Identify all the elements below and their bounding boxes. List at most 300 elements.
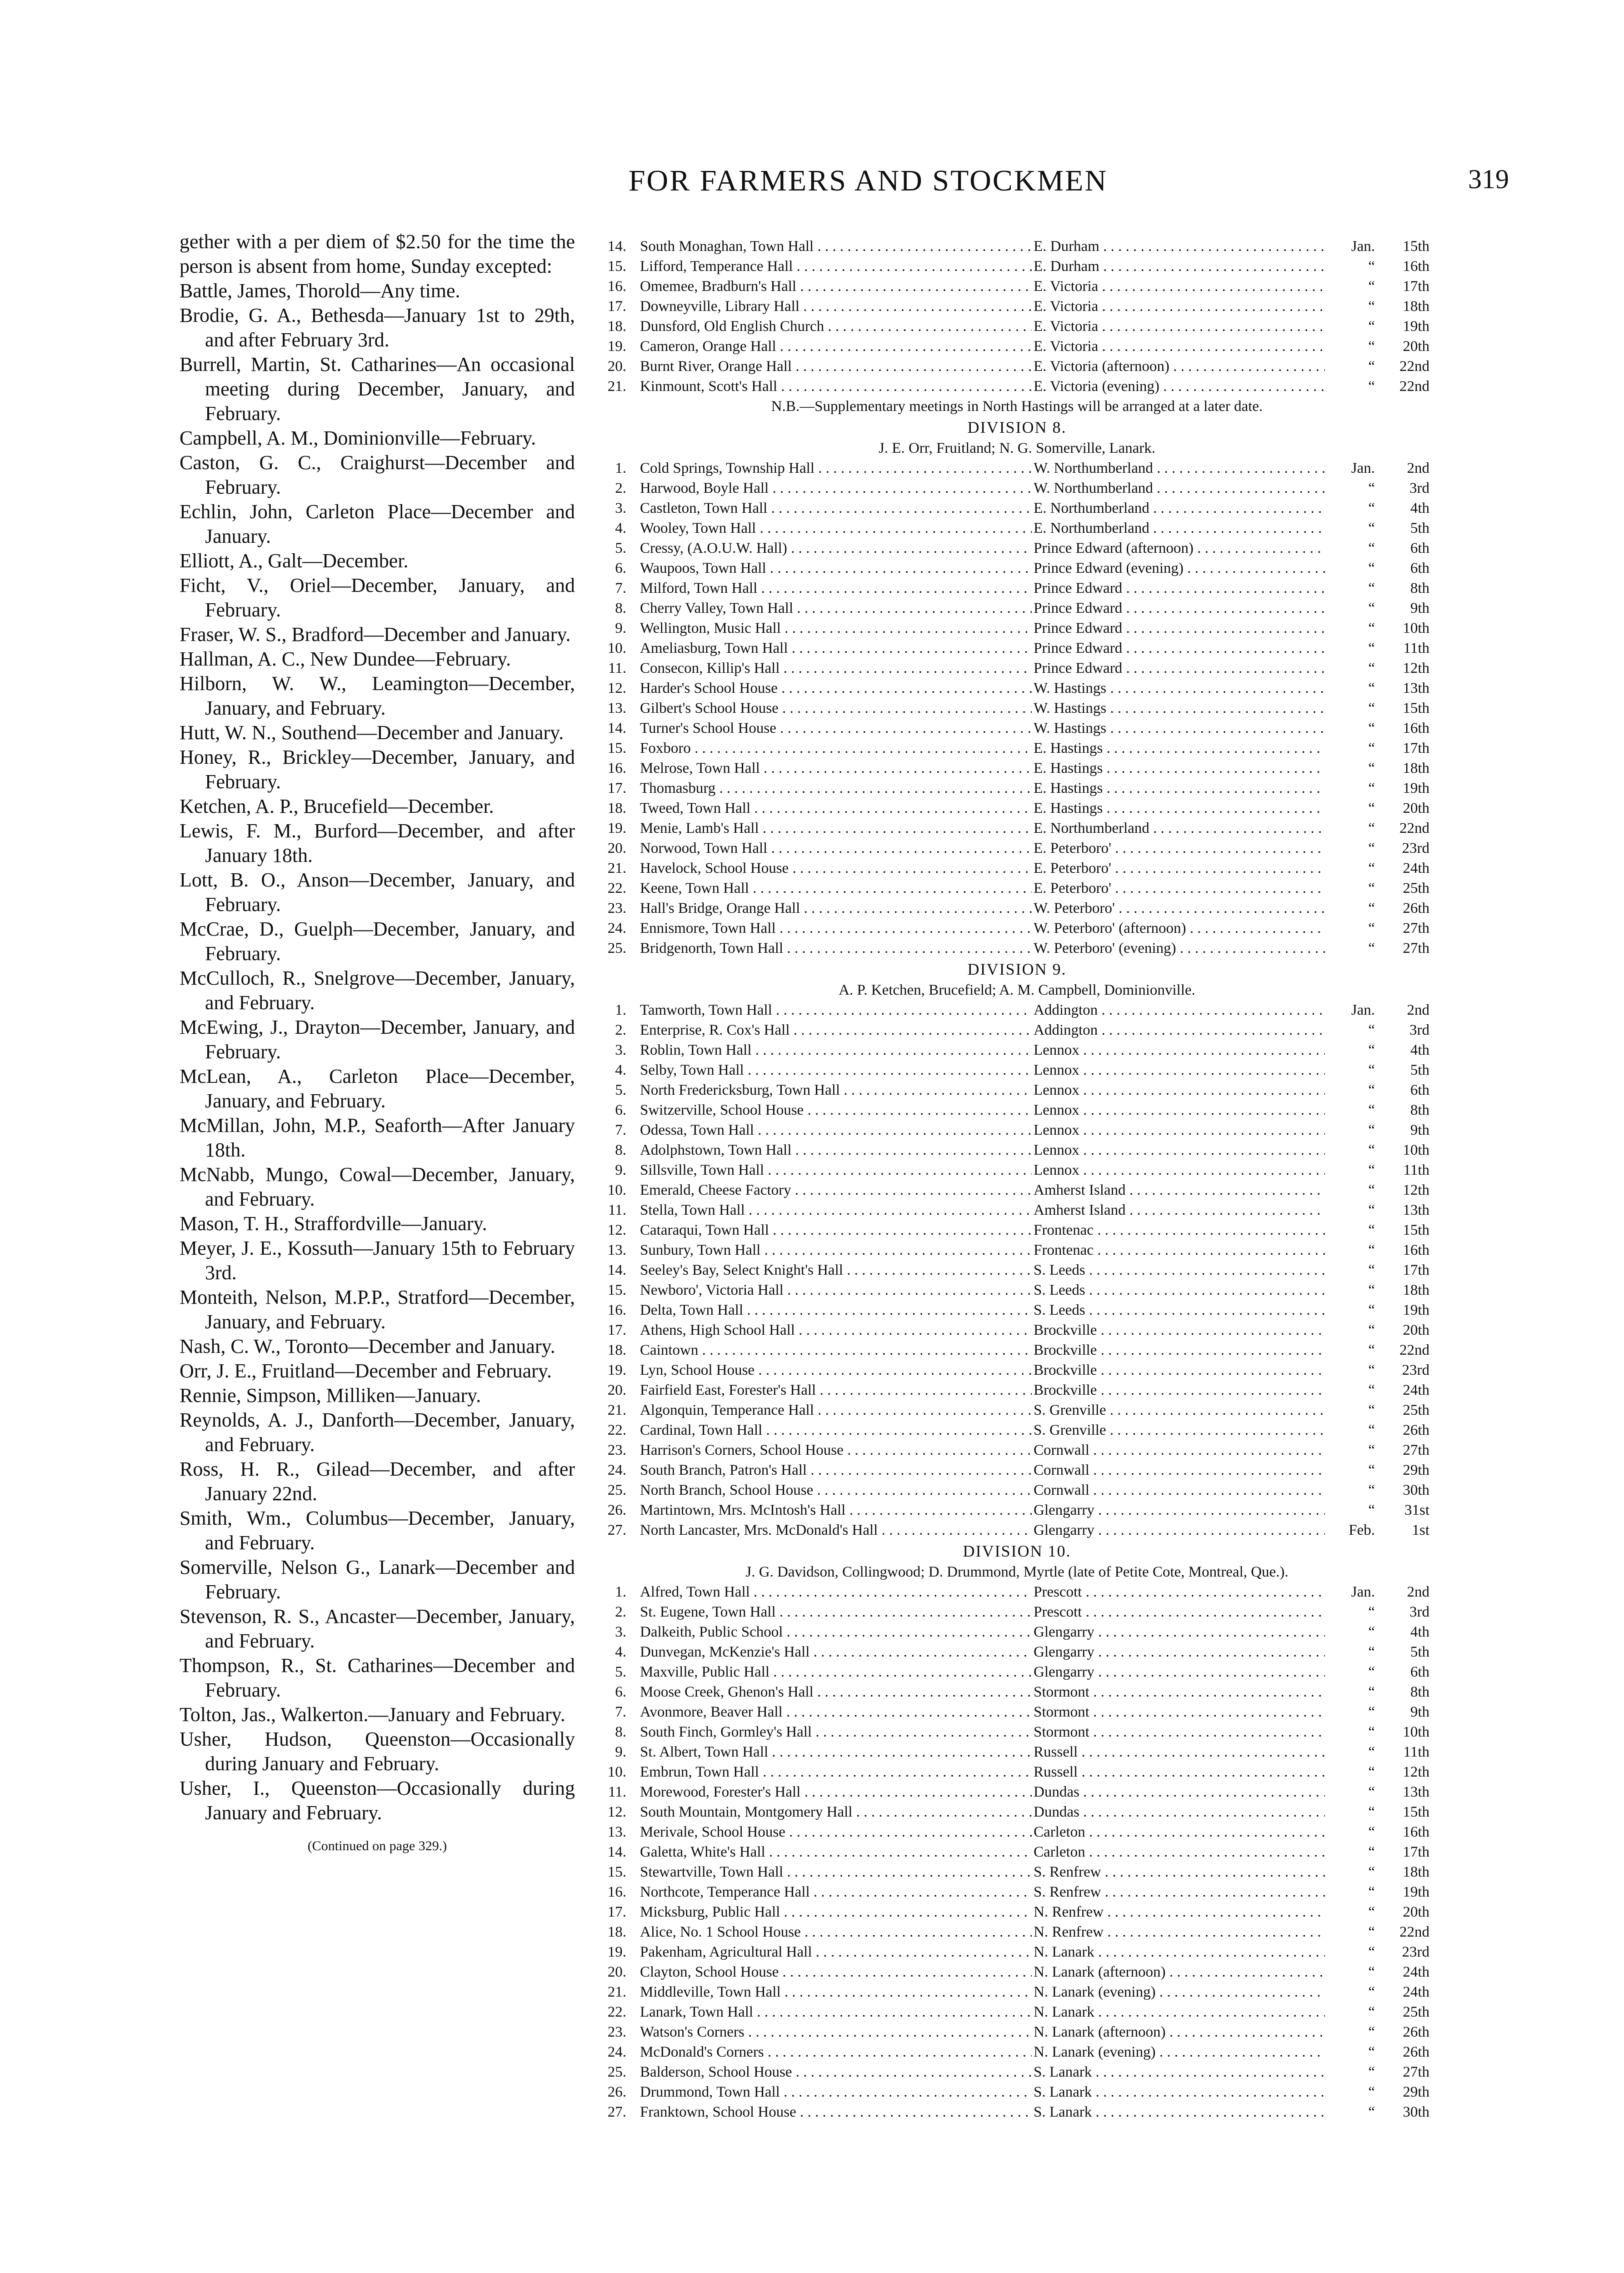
meeting-place: Stella, Town Hall . . . <box>640 1200 1181 1220</box>
meeting-place: St. Albert, Town Hall . . . <box>640 1742 1181 1762</box>
schedule-row <box>605 296 1429 316</box>
row-number: 10. <box>607 1182 626 1198</box>
schedule-row <box>605 1500 1429 1520</box>
schedule-row <box>605 376 1429 396</box>
meeting-month: Jan. <box>1325 1000 1375 1020</box>
riding-name: Brockville . . . <box>1032 1320 1327 1340</box>
meeting-place: Consecon, Killip's Hall . . . <box>640 658 1181 678</box>
schedule-row <box>605 478 1429 498</box>
speaker-entry: Usher, I., Queenston—Occasionally during January and February. <box>180 1777 575 1824</box>
supplementary-note: N.B.—Supplementary meetings in North Hastings will be arranged at a later date. <box>771 398 1263 415</box>
meeting-day: 22nd <box>1379 818 1429 838</box>
speaker-entry: Honey, R., Brickley—December, January, and February. <box>180 746 575 793</box>
riding-name: S. Renfrew . . . <box>1032 1882 1327 1902</box>
meeting-day: 4th <box>1379 498 1429 518</box>
riding-name: Stormont . . . <box>1032 1702 1327 1722</box>
riding-name: Brockville . . . <box>1032 1340 1327 1360</box>
meeting-day: 2nd <box>1379 458 1429 478</box>
schedule-row <box>605 316 1429 336</box>
meeting-day: 12th <box>1379 658 1429 678</box>
schedule-row <box>605 938 1429 958</box>
speaker-entry: Fraser, W. S., Bradford—December and January. <box>180 623 571 646</box>
meeting-day: 16th <box>1379 718 1429 738</box>
meeting-place: North Lancaster, Mrs. McDonald's Hall . . . <box>640 1520 1181 1540</box>
row-number: 20. <box>607 1964 626 1980</box>
meeting-month: “ <box>1325 638 1375 658</box>
meeting-day: 25th <box>1379 1400 1429 1420</box>
meeting-month: “ <box>1325 1682 1375 1702</box>
meeting-place: Adolphstown, Town Hall . . . <box>640 1140 1181 1160</box>
schedule-row <box>605 678 1429 698</box>
meeting-place: Caintown . . . <box>640 1340 1181 1360</box>
meeting-place: Fairfield East, Forester's Hall . . . <box>640 1380 1181 1400</box>
meeting-place: Athens, High School Hall . . . <box>640 1320 1181 1340</box>
meeting-place: Ennismore, Town Hall . . . <box>640 918 1181 938</box>
schedule-row <box>605 498 1429 518</box>
row-number: 10. <box>607 1764 626 1780</box>
row-number: 1. <box>615 1584 626 1600</box>
meeting-day: 5th <box>1379 518 1429 538</box>
schedule-row <box>605 798 1429 818</box>
schedule-row <box>605 2062 1429 2082</box>
row-number: 19. <box>607 338 626 355</box>
speaker-entry: Hutt, W. N., Southend—December and January. <box>180 721 564 744</box>
meeting-place: Cherry Valley, Town Hall . . . <box>640 598 1181 618</box>
riding-name: S. Grenville . . . <box>1032 1420 1327 1440</box>
meeting-day: 20th <box>1379 798 1429 818</box>
meeting-day: 13th <box>1379 678 1429 698</box>
schedule-row <box>605 758 1429 778</box>
running-head: FOR FARMERS AND STOCKMEN <box>628 164 1108 197</box>
speaker-entry: Somerville, Nelson G., Lanark—December and February. <box>180 1556 575 1603</box>
speaker-entry: Tolton, Jas., Walkerton.—January and February. <box>180 1703 565 1726</box>
row-number: 14. <box>607 238 626 255</box>
schedule-row <box>605 1762 1429 1782</box>
row-number: 27. <box>607 2104 626 2120</box>
row-number: 25. <box>607 2064 626 2080</box>
speaker-entry: McLean, A., Carleton Place—December, January, and February. <box>180 1065 575 1112</box>
meeting-place: Menie, Lamb's Hall . . . <box>640 818 1181 838</box>
row-number: 15. <box>607 1282 626 1298</box>
riding-name: Glengarry . . . <box>1032 1662 1327 1682</box>
meeting-month: “ <box>1325 1862 1375 1882</box>
meeting-month: “ <box>1325 878 1375 898</box>
meeting-month: Jan. <box>1325 458 1375 478</box>
speaker-entry: Battle, James, Thorold—Any time. <box>180 280 460 302</box>
meeting-month: “ <box>1325 1842 1375 1862</box>
meeting-day: 22nd <box>1379 1922 1429 1942</box>
meeting-day: 9th <box>1379 1702 1429 1722</box>
division-8-schedule <box>605 458 1429 958</box>
meeting-day: 19th <box>1379 778 1429 798</box>
meeting-day: 4th <box>1379 1622 1429 1642</box>
meeting-place: Keene, Town Hall . . . <box>640 878 1181 898</box>
meeting-day: 11th <box>1379 638 1429 658</box>
meeting-day: 24th <box>1379 1380 1429 1400</box>
schedule-row <box>605 1060 1429 1080</box>
division-9-heading: DIVISION 9. <box>967 960 1067 978</box>
meeting-day: 30th <box>1379 1480 1429 1500</box>
row-number: 3. <box>615 1042 626 1058</box>
schedule-row <box>605 1020 1429 1040</box>
schedule-row <box>605 598 1429 618</box>
meeting-month: “ <box>1325 316 1375 336</box>
row-number: 18. <box>607 1342 626 1358</box>
meeting-month: “ <box>1325 898 1375 918</box>
meeting-day: 12th <box>1379 1762 1429 1782</box>
meeting-day: 25th <box>1379 2002 1429 2022</box>
meeting-month: “ <box>1325 1762 1375 1782</box>
row-number: 15. <box>607 258 626 275</box>
meeting-day: 31st <box>1379 1500 1429 1520</box>
schedule-row <box>605 1200 1429 1220</box>
meeting-day: 13th <box>1379 1200 1429 1220</box>
row-number: 23. <box>607 900 626 916</box>
speaker-entry: Elliott, A., Galt—December. <box>180 550 409 572</box>
row-number: 13. <box>607 1242 626 1258</box>
meeting-place: Tamworth, Town Hall . . . <box>640 1000 1181 1020</box>
riding-name: Glengarry . . . <box>1032 1622 1327 1642</box>
riding-name: S. Leeds . . . <box>1032 1300 1327 1320</box>
meeting-month: “ <box>1325 1942 1375 1962</box>
riding-name: E. Hastings . . . <box>1032 798 1327 818</box>
schedule-row <box>605 1480 1429 1500</box>
row-number: 5. <box>615 1664 626 1680</box>
row-number: 1. <box>615 1002 626 1018</box>
meeting-place: Watson's Corners . . . <box>640 2022 1181 2042</box>
speaker-entry: Lott, B. O., Anson—December, January, and February. <box>180 869 575 916</box>
row-number: 17. <box>607 1904 626 1920</box>
meeting-day: 1st <box>1379 1520 1429 1540</box>
meeting-month: “ <box>1325 336 1375 356</box>
meeting-month: “ <box>1325 778 1375 798</box>
meeting-day: 15th <box>1379 1220 1429 1240</box>
meeting-place: Morewood, Forester's Hall . . . <box>640 1782 1181 1802</box>
row-number: 20. <box>607 840 626 856</box>
meeting-month: “ <box>1325 938 1375 958</box>
meeting-month: “ <box>1325 518 1375 538</box>
meeting-month: “ <box>1325 2022 1375 2042</box>
riding-name: Carleton . . . <box>1032 1842 1327 1862</box>
meeting-day: 24th <box>1379 1962 1429 1982</box>
division-10-schedule <box>605 1582 1429 2122</box>
riding-name: Addington . . . <box>1032 1020 1327 1040</box>
meeting-day: 8th <box>1379 1100 1429 1120</box>
row-number: 15. <box>607 740 626 756</box>
schedule-row <box>605 1882 1429 1902</box>
meeting-place: Stewartville, Town Hall . . . <box>640 1862 1181 1882</box>
row-number: 12. <box>607 680 626 696</box>
riding-name: Glengarry . . . <box>1032 1520 1327 1540</box>
speaker-entry: Monteith, Nelson, M.P.P., Stratford—December, January, and February. <box>180 1286 575 1333</box>
schedule-row <box>605 1320 1429 1340</box>
riding-name: E. Hastings . . . <box>1032 778 1327 798</box>
row-number: 25. <box>607 940 626 956</box>
riding-name: Amherst Island . . . <box>1032 1200 1327 1220</box>
meeting-place: Wooley, Town Hall . . . <box>640 518 1181 538</box>
riding-name: Amherst Island . . . <box>1032 1180 1327 1200</box>
schedule-row <box>605 1782 1429 1802</box>
schedule-column <box>605 236 1429 2122</box>
meeting-place: Embrun, Town Hall . . . <box>640 1762 1181 1782</box>
speaker-entry: Burrell, Martin, St. Catharines—An occasional meeting during December, January, and February. <box>180 353 575 425</box>
meeting-place: Sillsville, Town Hall . . . <box>640 1160 1181 1180</box>
row-number: 12. <box>607 1804 626 1820</box>
meeting-place: South Finch, Gormley's Hall . . . <box>640 1722 1181 1742</box>
meeting-place: Sunbury, Town Hall . . . <box>640 1240 1181 1260</box>
riding-name: Glengarry . . . <box>1032 1642 1327 1662</box>
meeting-place: Wellington, Music Hall . . . <box>640 618 1181 638</box>
division-9-schedule <box>605 1000 1429 1540</box>
meeting-day: 13th <box>1379 1782 1429 1802</box>
meeting-month: “ <box>1325 1240 1375 1260</box>
riding-name: E. Victoria . . . <box>1032 276 1327 296</box>
schedule-row <box>605 1742 1429 1762</box>
meeting-month: “ <box>1325 558 1375 578</box>
riding-name: Prince Edward (afternoon) . . . <box>1032 538 1327 558</box>
meeting-month: “ <box>1325 1360 1375 1380</box>
division-8-heading: DIVISION 8. <box>967 418 1067 436</box>
meeting-day: 16th <box>1379 256 1429 276</box>
schedule-row <box>605 1140 1429 1160</box>
row-number: 21. <box>607 1402 626 1418</box>
schedule-row <box>605 1120 1429 1140</box>
riding-name: E. Victoria (evening) . . . <box>1032 376 1327 396</box>
row-number: 26. <box>607 2084 626 2100</box>
meeting-place: Northcote, Temperance Hall . . . <box>640 1882 1181 1902</box>
meeting-place: North Branch, School House . . . <box>640 1480 1181 1500</box>
riding-name: Brockville . . . <box>1032 1380 1327 1400</box>
row-number: 11. <box>608 1784 626 1800</box>
meeting-place: Middleville, Town Hall . . . <box>640 1982 1181 2002</box>
meeting-month: “ <box>1325 1280 1375 1300</box>
riding-name: W. Peterboro' (afternoon) . . . <box>1032 918 1327 938</box>
riding-name: Lennox . . . <box>1032 1080 1327 1100</box>
meeting-month: “ <box>1325 678 1375 698</box>
row-number: 8. <box>615 1724 626 1740</box>
meeting-month: “ <box>1325 1622 1375 1642</box>
row-number: 13. <box>607 1824 626 1840</box>
meeting-month: “ <box>1325 618 1375 638</box>
meeting-month: “ <box>1325 918 1375 938</box>
meeting-month: “ <box>1325 276 1375 296</box>
schedule-row <box>605 818 1429 838</box>
row-number: 8. <box>615 600 626 616</box>
schedule-row <box>605 1180 1429 1200</box>
riding-name: E. Northumberland . . . <box>1032 498 1327 518</box>
meeting-place: Maxville, Public Hall . . . <box>640 1662 1181 1682</box>
row-number: 3. <box>615 500 626 516</box>
riding-name: Lennox . . . <box>1032 1160 1327 1180</box>
riding-name: Brockville . . . <box>1032 1360 1327 1380</box>
meeting-place: Balderson, School House . . . <box>640 2062 1181 2082</box>
riding-name: Lennox . . . <box>1032 1140 1327 1160</box>
riding-name: N. Lanark (evening) . . . <box>1032 2042 1327 2062</box>
meeting-place: Lyn, School House . . . <box>640 1360 1181 1380</box>
division-9-lecturers: A. P. Ketchen, Brucefield; A. M. Campbell, Dominionville. <box>839 982 1195 998</box>
meeting-month: “ <box>1325 1722 1375 1742</box>
row-number: 6. <box>615 1102 626 1118</box>
meeting-month: “ <box>1325 798 1375 818</box>
meeting-day: 26th <box>1379 898 1429 918</box>
riding-name: Dundas . . . <box>1032 1782 1327 1802</box>
meeting-day: 22nd <box>1379 376 1429 396</box>
schedule-row <box>605 718 1429 738</box>
row-number: 19. <box>607 1362 626 1378</box>
meeting-place: Alfred, Town Hall . . . <box>640 1582 1181 1602</box>
row-number: 20. <box>607 358 626 375</box>
meeting-month: “ <box>1325 1180 1375 1200</box>
row-number: 12. <box>607 1222 626 1238</box>
meeting-place: Bridgenorth, Town Hall . . . <box>640 938 1181 958</box>
row-number: 3. <box>615 1624 626 1640</box>
schedule-row <box>605 256 1429 276</box>
row-number: 24. <box>607 920 626 936</box>
meeting-day: 16th <box>1379 1240 1429 1260</box>
meeting-day: 15th <box>1379 236 1429 256</box>
row-number: 16. <box>607 278 626 295</box>
row-number: 2. <box>615 1022 626 1038</box>
speaker-entry: Hilborn, W. W., Leamington—December, January, and February. <box>180 672 575 719</box>
meeting-day: 27th <box>1379 1440 1429 1460</box>
riding-name: N. Lanark (afternoon) . . . <box>1032 2022 1327 2042</box>
schedule-row <box>605 1160 1429 1180</box>
meeting-month: “ <box>1325 2062 1375 2082</box>
meeting-place: Gilbert's School House . . . <box>640 698 1181 718</box>
meeting-day: 17th <box>1379 1260 1429 1280</box>
riding-name: Prince Edward . . . <box>1032 618 1327 638</box>
meeting-place: Newboro', Victoria Hall . . . <box>640 1280 1181 1300</box>
meeting-day: 5th <box>1379 1642 1429 1662</box>
schedule-row <box>605 1360 1429 1380</box>
riding-name: Prescott . . . <box>1032 1582 1327 1602</box>
meeting-place: Switzerville, School House . . . <box>640 1100 1181 1120</box>
schedule-row <box>605 2002 1429 2022</box>
meeting-place: Milford, Town Hall . . . <box>640 578 1181 598</box>
speaker-entry: McCrae, D., Guelph—December, January, and February. <box>180 918 575 965</box>
row-number: 23. <box>607 1442 626 1458</box>
riding-name: Cornwall . . . <box>1032 1480 1327 1500</box>
meeting-month: “ <box>1325 256 1375 276</box>
meeting-month: “ <box>1325 1400 1375 1420</box>
row-number: 17. <box>607 298 626 315</box>
meeting-place: Harwood, Boyle Hall . . . <box>640 478 1181 498</box>
meeting-day: 27th <box>1379 2062 1429 2082</box>
meeting-day: 9th <box>1379 598 1429 618</box>
speaker-entry: Lewis, F. M., Burford—December, and after January 18th. <box>180 820 575 866</box>
meeting-day: 24th <box>1379 858 1429 878</box>
meeting-month: “ <box>1325 1882 1375 1902</box>
riding-name: S. Renfrew . . . <box>1032 1862 1327 1882</box>
row-number: 4. <box>615 1062 626 1078</box>
riding-name: W. Northumberland . . . <box>1032 478 1327 498</box>
meeting-place: Foxboro . . . <box>640 738 1181 758</box>
schedule-row <box>605 1300 1429 1320</box>
meeting-place: Melrose, Town Hall . . . <box>640 758 1181 778</box>
riding-name: E. Hastings . . . <box>1032 758 1327 778</box>
meeting-day: 26th <box>1379 2022 1429 2042</box>
schedule-row <box>605 276 1429 296</box>
schedule-row <box>605 1520 1429 1540</box>
meeting-month: Jan. <box>1325 1582 1375 1602</box>
schedule-row <box>605 1040 1429 1060</box>
schedule-row <box>605 1642 1429 1662</box>
meeting-place: Enterprise, R. Cox's Hall . . . <box>640 1020 1181 1040</box>
meeting-place: Moose Creek, Ghenon's Hall . . . <box>640 1682 1181 1702</box>
left-column <box>180 230 575 1855</box>
riding-name: S. Lanark . . . <box>1032 2062 1327 2082</box>
row-number: 18. <box>607 1924 626 1940</box>
meeting-month: “ <box>1325 738 1375 758</box>
schedule-row <box>605 336 1429 356</box>
meeting-place: Downeyville, Library Hall . . . <box>640 296 1181 316</box>
riding-name: S. Lanark . . . <box>1032 2102 1327 2122</box>
riding-name: E. Victoria . . . <box>1032 336 1327 356</box>
meeting-day: 23rd <box>1379 838 1429 858</box>
row-number: 19. <box>607 820 626 836</box>
speaker-entry: Caston, G. C., Craighurst—December and February. <box>180 451 575 498</box>
riding-name: N. Lanark (evening) . . . <box>1032 1982 1327 2002</box>
meeting-month: “ <box>1325 658 1375 678</box>
row-number: 5. <box>615 540 626 556</box>
row-number: 27. <box>607 1522 626 1538</box>
schedule-row <box>605 356 1429 376</box>
meeting-month: “ <box>1325 578 1375 598</box>
speaker-entry: Smith, Wm., Columbus—December, January, and February. <box>180 1507 575 1554</box>
meeting-month: “ <box>1325 818 1375 838</box>
row-number: 25. <box>607 1482 626 1498</box>
row-number: 22. <box>607 880 626 896</box>
row-number: 8. <box>615 1142 626 1158</box>
meeting-place: Martintown, Mrs. McIntosh's Hall . . . <box>640 1500 1181 1520</box>
meeting-day: 23rd <box>1379 1360 1429 1380</box>
schedule-row <box>605 1602 1429 1622</box>
continued-note: (Continued on page 329.) <box>307 1838 447 1853</box>
meeting-place: Lanark, Town Hall . . . <box>640 2002 1181 2022</box>
meeting-day: 2nd <box>1379 1000 1429 1020</box>
schedule-row <box>605 638 1429 658</box>
schedule-row <box>605 1460 1429 1480</box>
schedule-row <box>605 1822 1429 1842</box>
riding-name: E. Durham . . . <box>1032 236 1327 256</box>
speaker-entry: Brodie, G. A., Bethesda—January 1st to 29th, and after February 3rd. <box>180 304 575 351</box>
meeting-day: 19th <box>1379 316 1429 336</box>
meeting-day: 17th <box>1379 1842 1429 1862</box>
row-number: 26. <box>607 1502 626 1518</box>
meeting-place: Norwood, Town Hall . . . <box>640 838 1181 858</box>
meeting-month: “ <box>1325 478 1375 498</box>
meeting-place: Alice, No. 1 School House . . . <box>640 1922 1181 1942</box>
meeting-day: 22nd <box>1379 356 1429 376</box>
riding-name: S. Leeds . . . <box>1032 1280 1327 1300</box>
meeting-day: 4th <box>1379 1040 1429 1060</box>
schedule-row <box>605 1280 1429 1300</box>
meeting-day: 27th <box>1379 918 1429 938</box>
schedule-row <box>605 1902 1429 1922</box>
meeting-place: Merivale, School House . . . <box>640 1822 1181 1842</box>
meeting-month: Feb. <box>1325 1520 1375 1540</box>
speaker-entry: Campbell, A. M., Dominionville—February. <box>180 427 536 449</box>
riding-name: Prescott . . . <box>1032 1602 1327 1622</box>
riding-name: Carleton . . . <box>1032 1822 1327 1842</box>
speaker-entry: Ficht, V., Oriel—December, January, and February. <box>180 574 575 621</box>
row-number: 16. <box>607 760 626 776</box>
meeting-place: Cataraqui, Town Hall . . . <box>640 1220 1181 1240</box>
riding-name: Glengarry . . . <box>1032 1500 1327 1520</box>
speaker-list <box>180 279 575 1825</box>
meeting-month: “ <box>1325 498 1375 518</box>
row-number: 21. <box>607 378 626 395</box>
